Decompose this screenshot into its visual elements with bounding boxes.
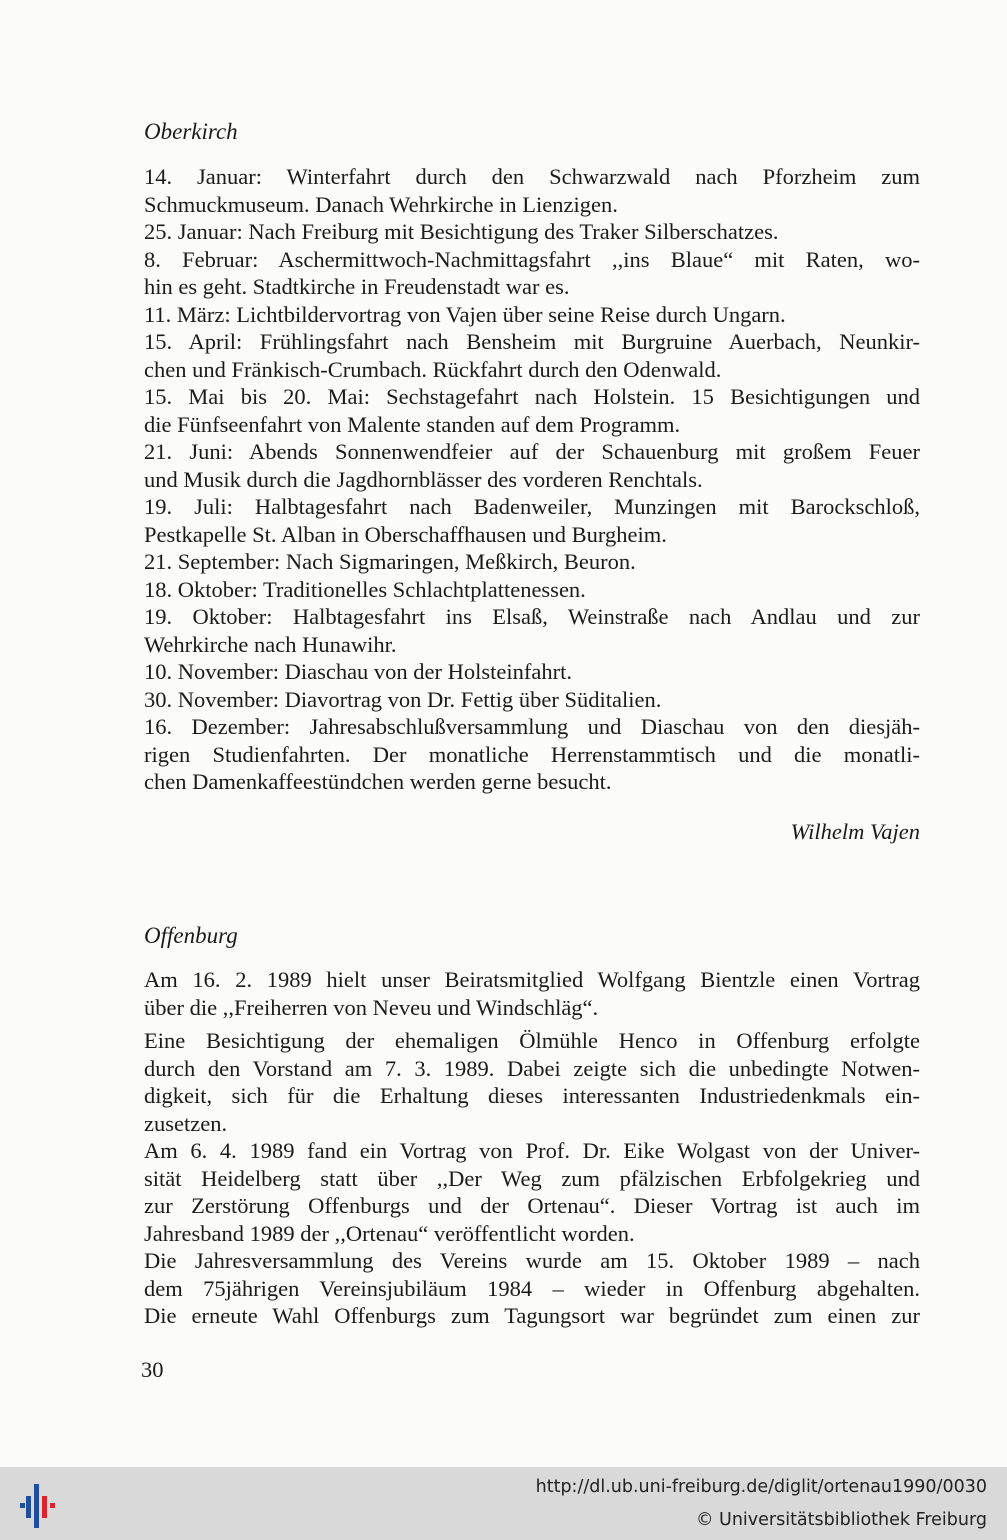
text-line: Schmuckmuseum. Danach Wehrkirche in Lienzigen. bbox=[144, 191, 618, 217]
text-line: chen und Fränkisch-Crumbach. Rückfahrt durch den Odenwald. bbox=[144, 356, 722, 382]
text-line: Wehrkirche nach Hunawihr. bbox=[144, 631, 397, 657]
text-line: 15. April: Frühlingsfahrt nach Bensheim mit Burgruine Auerbach, Neunkir- bbox=[144, 329, 920, 354]
text-line: durch den Vorstand am 7. 3. 1989. Dabei zeigte sich die unbedingte Notwen- bbox=[144, 1055, 920, 1081]
text-line: über die ,,Freiherren von Neveu und Windschläg“. bbox=[144, 994, 599, 1020]
text-line: zusetzen. bbox=[144, 1110, 228, 1136]
copyright-text: © Universitätsbibliothek Freiburg bbox=[695, 1510, 987, 1530]
text-line: Eine Besichtigung der ehemaligen Ölmühle Henco in Offenburg erfolgte bbox=[144, 1028, 920, 1053]
text-line: Die erneute Wahl Offenburgs zum Tagungsort war begründet zum einen zur bbox=[144, 1303, 920, 1328]
text-line: Die Jahresversammlung des Vereins wurde am 15. Oktober 1989 – nach bbox=[144, 1248, 920, 1273]
text-line: 8. Februar: Aschermittwoch-Nachmittagsfahrt ,,ins Blaue“ mit Raten, wo- bbox=[144, 246, 920, 272]
text-line: 25. Januar: Nach Freiburg mit Besichtigung des Traker Silberschatzes. bbox=[144, 219, 779, 244]
text-line: 19. Oktober: Halbtagesfahrt ins Elsaß, Weinstraße nach Andlau und zur bbox=[144, 604, 920, 629]
text-line: und Musik durch die Jagdhornblässer des vorderen Renchtals. bbox=[144, 466, 703, 492]
text-line: zur Zerstörung Offenburgs und der Ortenau“. Dieser Vortrag ist auch im bbox=[144, 1193, 920, 1218]
text-line: Jahresband 1989 der ,,Ortenau“ veröffentlicht worden. bbox=[144, 1220, 635, 1246]
section-title-oberkirch: Oberkirch bbox=[144, 119, 238, 144]
text-line: dem 75jährigen Vereinsjubiläum 1984 – wieder in Offenburg abgehalten. bbox=[144, 1275, 920, 1301]
source-url-link[interactable]: http://dl.ub.uni-freiburg.de/diglit/ortenau1990/0030 bbox=[535, 1477, 987, 1497]
text-line: 30. November: Diavortrag von Dr. Fettig über Süditalien. bbox=[144, 686, 662, 712]
text-line: 19. Juli: Halbtagesfahrt nach Badenweiler, Munzingen mit Barockschloß, bbox=[144, 494, 920, 519]
text-line: 21. September: Nach Sigmaringen, Meßkirch, Beuron. bbox=[144, 549, 636, 574]
text-line: 16. Dezember: Jahresabschlußversammlung und Diaschau von den diesjäh- bbox=[144, 714, 920, 739]
text-line: Am 16. 2. 1989 hielt unser Beiratsmitglied Wolfgang Bientzle einen Vortrag bbox=[144, 967, 920, 992]
author-signature: Wilhelm Vajen bbox=[790, 819, 920, 844]
text-line: chen Damenkaffeestündchen werden gerne besucht. bbox=[144, 769, 612, 794]
text-line: Pestkapelle St. Alban in Oberschaffhausen und Burgheim. bbox=[144, 521, 667, 547]
text-line: 15. Mai bis 20. Mai: Sechstagefahrt nach Holstein. 15 Besichtigungen und bbox=[144, 384, 920, 409]
text-line: 21. Juni: Abends Sonnenwendfeier auf der Schauenburg mit großem Feuer bbox=[144, 439, 920, 464]
text-line: sität Heidelberg statt über ,,Der Weg zum pfälzischen Erbfolgekrieg und bbox=[144, 1165, 920, 1191]
text-line: 10. November: Diaschau von der Holsteinfahrt. bbox=[144, 659, 573, 684]
oberkirch-body bbox=[144, 163, 920, 796]
library-footer-bar bbox=[0, 1467, 1007, 1540]
text-line: rigen Studienfahrten. Der monatliche Herrenstammtisch und die monatli- bbox=[144, 741, 920, 767]
text-line: 18. Oktober: Traditionelles Schlachtplattenessen. bbox=[144, 576, 586, 602]
text-line: 11. März: Lichtbildervortrag von Vajen über seine Reise durch Ungarn. bbox=[144, 301, 786, 327]
ub-freiburg-logo-icon bbox=[12, 1476, 64, 1532]
text-line: Am 6. 4. 1989 fand ein Vortrag von Prof. Dr. Eike Wolgast von der Univer- bbox=[144, 1138, 920, 1163]
section-title-offenburg: Offenburg bbox=[144, 923, 238, 948]
text-line: die Fünfseenfahrt von Malente standen auf dem Programm. bbox=[144, 411, 681, 437]
offenburg-body bbox=[144, 966, 920, 1330]
text-line: hin es geht. Stadtkirche in Freudenstadt war es. bbox=[144, 274, 570, 299]
text-line: 14. Januar: Winterfahrt durch den Schwarzwald nach Pforzheim zum bbox=[144, 164, 920, 189]
text-line: digkeit, sich für die Erhaltung dieses interessanten Industriedenkmals ein- bbox=[144, 1083, 920, 1108]
page-number: 30 bbox=[141, 1357, 164, 1382]
